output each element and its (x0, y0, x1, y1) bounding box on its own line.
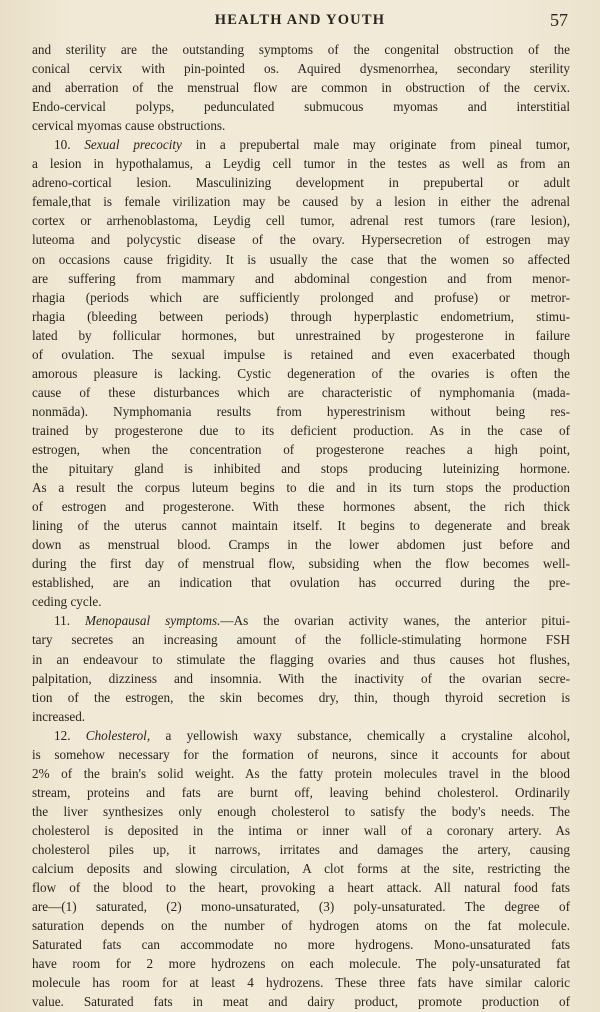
text-line: As a result the corpus luteum begins to die and in its turn stops the production (32, 480, 570, 496)
paragraph-first-line (32, 611, 570, 630)
paragraph-number: 10. (54, 137, 71, 153)
text-line: have room for 2 more hydrozens on each molecule. The poly-unsaturated fat (32, 956, 570, 972)
text-line: female,that is female virilization may be caused by a lesion in either the adrenal (32, 194, 570, 210)
text-line: is somehow necessary for the formation of neurons, since it accounts for about (32, 746, 570, 762)
text-line: on occasions cause frigidity. It is usually the case that the women so affected (32, 251, 570, 267)
text-line: flow of the blood to the heart, provoking a heart attack. All natural food fats (32, 880, 570, 896)
text-line: nonmāda). Nymphomania results from hyperestrinism without being res- (32, 403, 570, 419)
text-line: during the first day of menstrual flow, subsiding when the flow becomes well- (32, 556, 570, 572)
text-line: are—(1) saturated, (2) mono-unsaturated, (3) poly-unsaturated. The degree of (32, 899, 570, 915)
text-line: tary secretes an increasing amount of the follicle-stimulating hormone FSH (32, 632, 570, 648)
text-line: saturation depends on the number of hydrogen atoms on the fat molecule. (32, 918, 570, 934)
text-line: cause of these disturbances which are characteristic of nymphomania (mada- (32, 384, 570, 400)
text-line: calcium deposits and slowing circulation, A clot forms at the site, restricting the (32, 861, 570, 877)
text-line: estrogen, when the concentration of progesterone reaches a high point, (32, 441, 570, 457)
text-line: cortex or arrhenoblastoma, Leydig cell tumor, adrenal rest tumors (rare lesion), (32, 213, 570, 229)
text-line: 2% of the brain's solid weight. As the fatty protein molecules travel in the blood (32, 765, 570, 781)
text-line: value. Saturated fats in meat and dairy product, promote production of (32, 994, 570, 1010)
text-line: ceding cycle. (32, 594, 102, 610)
body-text (32, 40, 570, 1011)
text-line: of ovulation. The sexual impulse is retained and even exacerbated though (32, 346, 570, 362)
text-line: amorous pleasure is lacking. Cystic degeneration of the ovaries is often the (32, 365, 570, 381)
paragraph-number: 12. (54, 727, 71, 743)
page-number: 57 (550, 10, 568, 30)
text-line: tion of the estrogen, the skin becomes dry, thin, though thyroid secretion is (32, 689, 570, 705)
text-line: palpitation, dizziness and insomnia. With the inactivity of the ovarian secre- (32, 670, 570, 686)
text-line: cholesterol piles up, it narrows, irritates and damages the artery, causing (32, 841, 570, 857)
text-line: established, are an indication that ovulation has occurred during the pre- (32, 575, 570, 591)
text-line: the liver synthesizes only enough cholesterol to satisfy the body's needs. The (32, 803, 570, 819)
text-line: Endo-cervical polyps, pedunculated submucous myomas and interstitial (32, 99, 570, 115)
text-line: Saturated fats can accommodate no more hydrogens. Mono-unsaturated fats (32, 937, 570, 953)
text-line: and aberration of the menstrual flow are common in obstruction of the cervix. (32, 80, 570, 96)
paragraph-first-line (32, 726, 570, 745)
paragraph-heading: Cholesterol, (85, 727, 151, 743)
text-line: rhagia (periods which are sufficiently prolonged and profuse) or metror- (32, 289, 570, 305)
paragraph-first-line (32, 135, 570, 154)
paragraph-heading: Menopausal symptoms. (84, 613, 221, 629)
text-line: of estrogen and progesterone. With these hormones absent, the rich thick (32, 499, 570, 515)
text-line: lining of the uterus cannot maintain itself. It begins to degenerate and break (32, 518, 570, 534)
running-title: HEALTH AND YOUTH (214, 12, 386, 28)
text-line: stream, proteins and fats are burnt off, leaving behind cholesterol. Ordinarily (32, 784, 570, 800)
text-line: and sterility are the outstanding symptoms of the congenital obstruction of the (32, 42, 570, 57)
text-line: trained by progesterone due to its deficient production. As in the case of (32, 422, 570, 438)
text-run: in a prepubertal male may originate from pineal tumor, (181, 137, 570, 153)
text-line: cervical myomas cause obstructions. (32, 118, 226, 134)
paragraph-heading: Sexual precocity (84, 137, 182, 153)
paragraph-number: 11. (54, 613, 70, 629)
text-line: increased. (32, 708, 86, 724)
text-line: the pituitary gland is inhibited and stops producing luteinizing hormone. (32, 461, 570, 477)
text-line: adreno-cortical lesion. Masculinizing development in prepubertal or adult (32, 175, 570, 191)
text-line: a lesion in hypothalamus, a Leydig cell tumor in the testes as well as from an (32, 156, 570, 172)
text-line: molecule has room for at least 4 hydrozens. These three fats have similar caloric (32, 975, 570, 991)
text-line: conical cervix with pin-pointed os. Aquired dysmenorrhea, secondary sterility (32, 61, 570, 77)
text-line: are suffering from mammary and abdominal congestion and from menor- (32, 270, 570, 286)
text-line: rhagia (bleeding between periods) through hyperplastic endometrium, stimu- (32, 308, 570, 324)
text-run: a yellowish waxy substance, chemically a crystaline alcohol, (150, 727, 570, 743)
text-line: lated by follicular hormones, but unrestrained by progesterone in failure (32, 327, 570, 343)
text-run: —As the ovarian activity wanes, the anterior pitui- (220, 613, 570, 629)
text-line: luteoma and polycystic disease of the ovary. Hypersecretion of estrogen may (32, 232, 570, 248)
running-head (0, 10, 600, 34)
text-line: in an endeavour to stimulate the flagging ovaries and thus causes hot flushes, (32, 651, 570, 667)
text-line: down as menstrual blood. Cramps in the lower abdomen just before and (32, 537, 570, 553)
text-line: cholesterol is deposited in the intima or inner wall of a coronary artery. As (32, 822, 570, 838)
